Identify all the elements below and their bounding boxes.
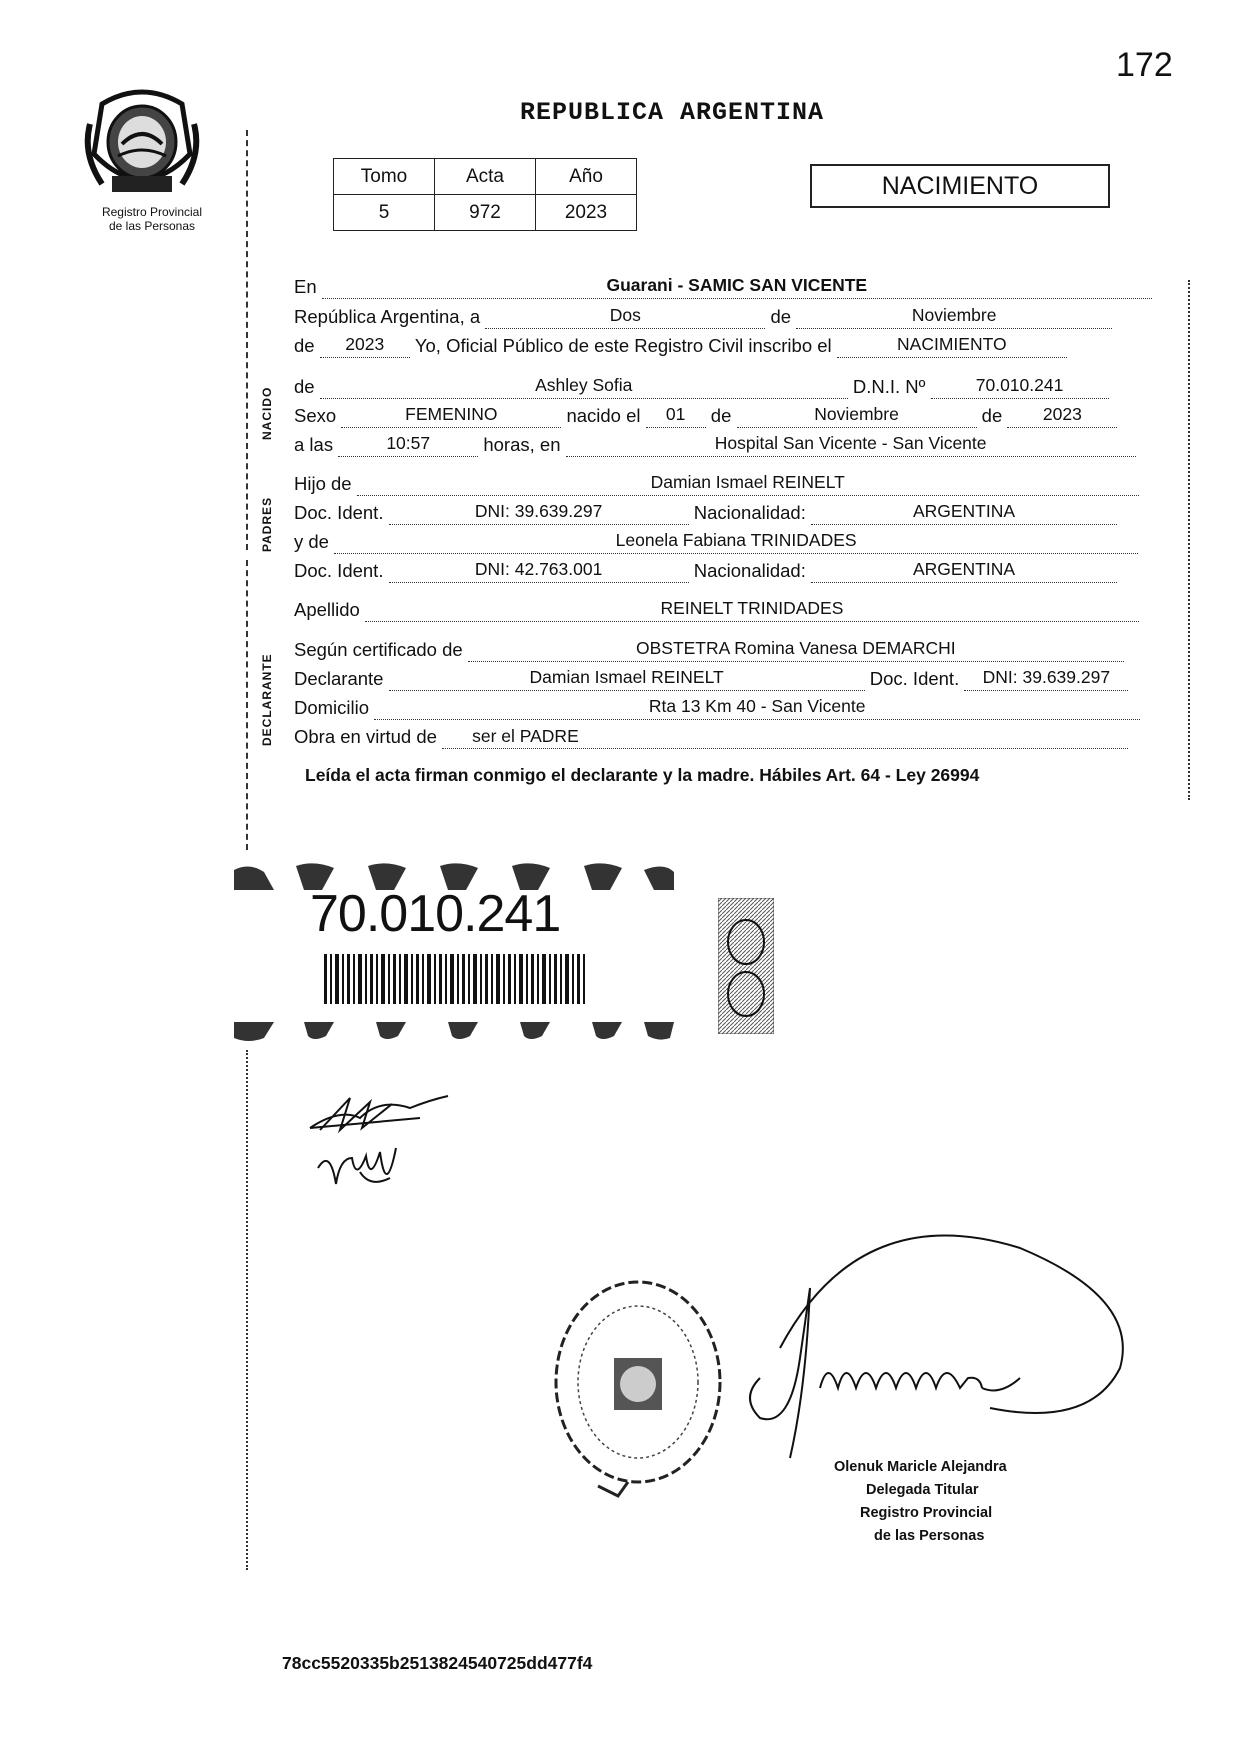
certificado-label: Según certificado de [294, 639, 463, 660]
registry-caption [72, 205, 232, 233]
mother-nationality-value: ARGENTINA [811, 560, 1117, 583]
row-declarant [294, 667, 1128, 691]
sex-value: FEMENINO [341, 405, 561, 428]
nacionalidad-label: Nacionalidad: [693, 502, 806, 523]
obra-label: Obra en virtud de [294, 726, 437, 747]
row-father [294, 472, 1139, 496]
table-header: Acta [435, 159, 536, 195]
nacionalidad-label: Nacionalidad: [693, 560, 806, 581]
father-doc-value: DNI: 39.639.297 [389, 502, 689, 525]
registry-caption-line2: de las Personas [108, 219, 196, 233]
de-label: de [981, 405, 1003, 426]
row-surname [294, 598, 1139, 622]
month-value: Noviembre [796, 306, 1112, 329]
dni-label: D.N.I. Nº [852, 376, 926, 397]
left-margin-rule [246, 130, 248, 550]
official-stamp-line4: de las Personas [874, 1528, 985, 1544]
declarant-signature [300, 1088, 450, 1208]
place-value: Guarani - SAMIC SAN VICENTE [322, 276, 1152, 299]
row-capacity [294, 725, 1128, 749]
apellido-label: Apellido [294, 599, 360, 620]
doc-label: Doc. Ident. [294, 560, 384, 581]
closing-note: Leída el acta firman conmigo el declarante y la madre. Hábiles Art. 64 - Ley 26994 [305, 765, 980, 785]
de-label: de [294, 376, 315, 397]
birth-time-value: 10:57 [338, 434, 478, 457]
country-heading: REPUBLICA ARGENTINA [520, 98, 825, 127]
birth-month-value: Noviembre [737, 405, 977, 428]
round-official-seal [548, 1270, 728, 1500]
registry-caption-line1: Registro Provincial [101, 205, 203, 219]
mother-name-value: Leonela Fabiana TRINIDADES [334, 531, 1138, 554]
domicilio-label: Domicilio [294, 697, 370, 718]
right-margin-rule [1188, 280, 1190, 800]
day-words-value: Dos [485, 306, 765, 329]
year-value: 2023 [320, 335, 410, 358]
doc-label: Doc. Ident. [294, 502, 384, 523]
row-mother-doc [294, 559, 1117, 583]
row-time-place [294, 433, 1136, 457]
official-stamp [834, 1456, 1007, 1548]
dni-value: 70.010.241 [931, 376, 1109, 399]
surname-value: REINELT TRINIDADES [365, 599, 1139, 622]
page-number: 172 [1116, 46, 1173, 84]
official-stamp-line2: Delegada Titular [866, 1482, 979, 1498]
official-stamp-line1: Olenuk Maricle Alejandra [834, 1459, 1007, 1475]
father-name-value: Damian Ismael REINELT [357, 473, 1139, 496]
republica-label: República Argentina, a [294, 306, 481, 327]
capacity-value: ser el PADRE [442, 727, 1128, 749]
side-label-nacido: NACIDO [260, 386, 274, 440]
barcode-bars [324, 954, 585, 1004]
birth-day-value: 01 [646, 405, 706, 428]
row-name [294, 375, 1109, 399]
row-sex [294, 404, 1117, 428]
de-label: de [294, 335, 315, 356]
inscription-type-value: NACIMIENTO [837, 335, 1067, 358]
left-margin-rule [246, 560, 248, 850]
provincial-seal-logo [82, 84, 222, 207]
a-las-label: a las [294, 434, 334, 455]
declarant-value: Damian Ismael REINELT [389, 668, 865, 691]
y-de-label: y de [294, 531, 329, 552]
row-father-doc [294, 501, 1117, 525]
doc-label: Doc. Ident. [869, 668, 960, 689]
official-signature [720, 1228, 1140, 1468]
en-label: En [294, 276, 317, 297]
address-value: Rta 13 Km 40 - San Vicente [374, 697, 1140, 720]
acta-value: 972 [435, 195, 536, 231]
name-value: Ashley Sofia [320, 376, 848, 399]
declarante-label: Declarante [294, 668, 384, 689]
declarant-doc-value: DNI: 39.639.297 [964, 668, 1128, 691]
document-hash: 78cc5520335b2513824540725dd477f4 [282, 1653, 593, 1673]
row-place [294, 275, 1152, 299]
horas-label: horas, en [483, 434, 561, 455]
left-margin-rule [246, 1050, 248, 1570]
official-stamp-line3: Registro Provincial [860, 1505, 993, 1521]
row-inscription [294, 334, 1067, 358]
birth-place-value: Hospital San Vicente - San Vicente [566, 434, 1136, 457]
row-mother [294, 530, 1138, 554]
ano-value: 2023 [536, 195, 637, 231]
reference-table [333, 158, 637, 231]
table-header: Año [536, 159, 637, 195]
hijo-label: Hijo de [294, 473, 352, 494]
de-label: de [770, 306, 792, 327]
row-certificate [294, 638, 1124, 662]
record-type-box: NACIMIENTO [810, 164, 1110, 208]
row-date [294, 305, 1112, 329]
inscription-text: Yo, Oficial Público de este Registro Civil inscribo el [414, 335, 832, 356]
tomo-value: 5 [334, 195, 435, 231]
father-nationality-value: ARGENTINA [811, 502, 1117, 525]
nacido-label: nacido el [566, 405, 641, 426]
de-label: de [710, 405, 732, 426]
barcode-number: 70.010.241 [310, 885, 561, 943]
mother-doc-value: DNI: 42.763.001 [389, 560, 689, 583]
sexo-label: Sexo [294, 405, 337, 426]
row-address [294, 696, 1140, 720]
certificate-value: OBSTETRA Romina Vanesa DEMARCHI [468, 639, 1124, 662]
table-header: Tomo [334, 159, 435, 195]
security-hologram [718, 898, 774, 1034]
birth-year-value: 2023 [1007, 405, 1117, 428]
side-label-padres: PADRES [260, 496, 274, 552]
side-label-declarante: DECLARANTE [260, 653, 274, 746]
